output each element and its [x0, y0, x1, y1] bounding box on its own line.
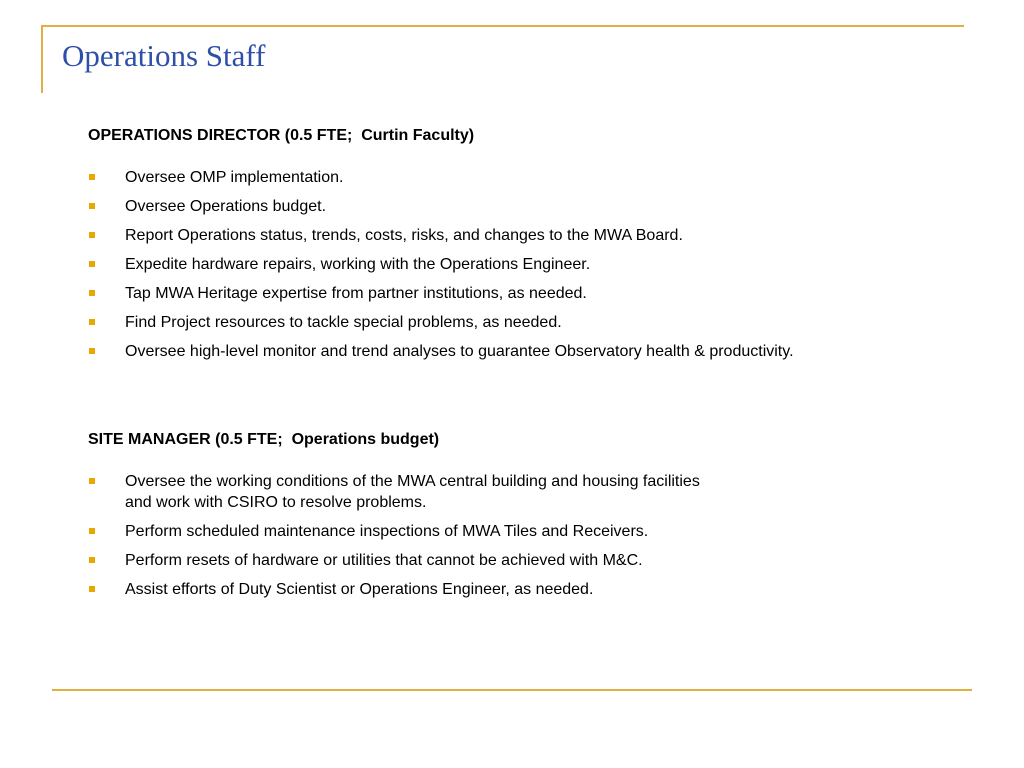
list-item: [88, 254, 988, 275]
square-bullet-icon: [89, 348, 95, 354]
list-item: [88, 283, 988, 304]
list-item: [88, 167, 988, 188]
list-item-text: Tap MWA Heritage expertise from partner institutions, as needed.: [125, 285, 587, 302]
section-heading: OPERATIONS DIRECTOR (0.5 FTE; Curtin Faculty): [88, 127, 475, 144]
square-bullet-icon: [89, 586, 95, 592]
list-item: [88, 550, 988, 571]
list-item-text: Oversee Operations budget.: [125, 198, 327, 215]
section-heading: SITE MANAGER (0.5 FTE; Operations budget): [88, 431, 440, 448]
square-bullet-icon: [89, 232, 95, 238]
list-item: [88, 341, 988, 362]
square-bullet-icon: [89, 290, 95, 296]
list-item-text: Find Project resources to tackle special problems, as needed.: [125, 314, 562, 331]
square-bullet-icon: [89, 174, 95, 180]
section-site-manager: [88, 430, 988, 608]
square-bullet-icon: [89, 261, 95, 267]
top-divider: [41, 25, 964, 27]
list-item-text: Oversee OMP implementation.: [125, 169, 344, 186]
square-bullet-icon: [89, 528, 95, 534]
list-item-text: Perform resets of hardware or utilities that cannot be achieved with M&C.: [125, 552, 643, 569]
list-item: [88, 521, 988, 542]
title-accent-bar: [41, 25, 43, 93]
bullet-list: [88, 167, 988, 362]
list-item: [88, 471, 988, 513]
list-item: [88, 225, 988, 246]
bottom-divider: [52, 689, 972, 691]
square-bullet-icon: [89, 319, 95, 325]
list-item: [88, 312, 988, 333]
section-operations-director: [88, 126, 988, 370]
list-item-text: Oversee the working conditions of the MWA central building and housing facilities and work with CSIRO to resolve problems.: [125, 473, 700, 511]
list-item-text: Perform scheduled maintenance inspections of MWA Tiles and Receivers.: [125, 523, 649, 540]
bullet-list: [88, 471, 988, 600]
list-item-text: Oversee high-level monitor and trend analyses to guarantee Observatory health & productivity.: [125, 343, 794, 360]
list-item-text: Expedite hardware repairs, working with the Operations Engineer.: [125, 256, 591, 273]
list-item: [88, 579, 988, 600]
square-bullet-icon: [89, 557, 95, 563]
square-bullet-icon: [89, 203, 95, 209]
list-item-text: Report Operations status, trends, costs, risks, and changes to the MWA Board.: [125, 227, 683, 244]
list-item-text: Assist efforts of Duty Scientist or Operations Engineer, as needed.: [125, 581, 594, 598]
slide-title: Operations Staff: [62, 38, 266, 73]
list-item: [88, 196, 988, 217]
square-bullet-icon: [89, 478, 95, 484]
